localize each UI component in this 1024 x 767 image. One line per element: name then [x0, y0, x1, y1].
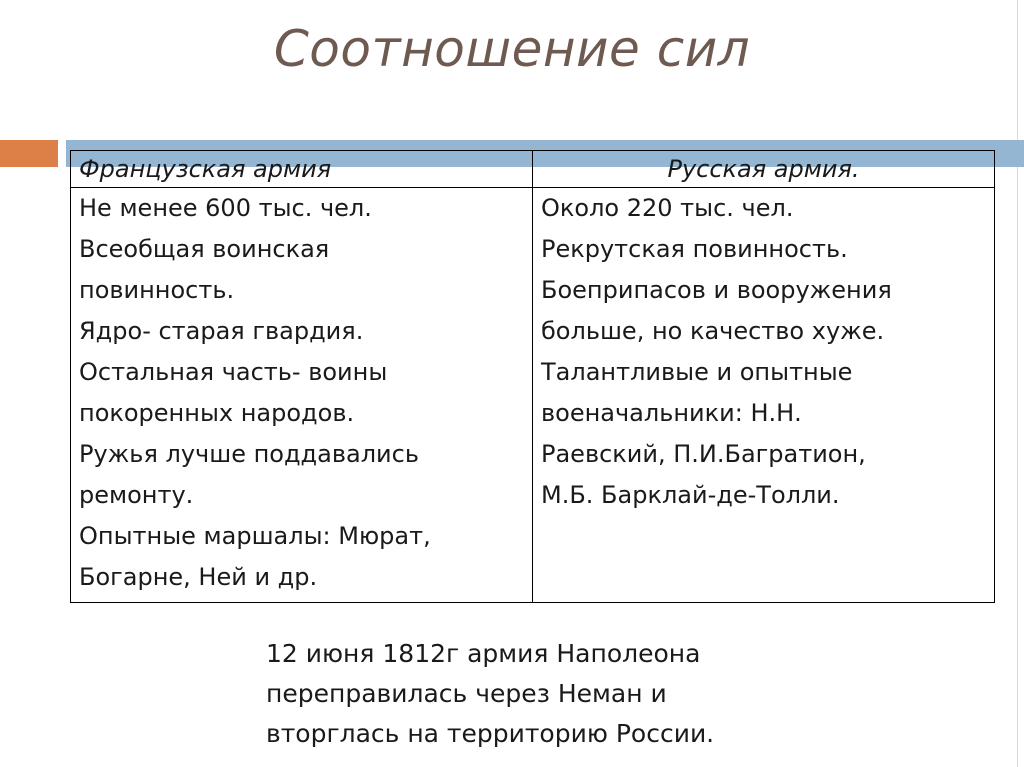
footnote-line: 12 июня 1812г армия Наполеона	[266, 639, 701, 668]
footnote-line: переправилась через Неман и	[266, 679, 667, 708]
french-line: Ружья лучше поддавались	[79, 440, 419, 468]
french-line: Богарне, Ней и др.	[79, 563, 318, 591]
header-russian-army: Русская армия.	[533, 151, 995, 188]
russian-line: М.Б. Барклай-де-Толли.	[541, 481, 840, 509]
accent-bar	[0, 140, 58, 167]
french-line: Остальная часть- воины	[79, 358, 388, 386]
forces-table	[70, 150, 995, 603]
french-line: ремонту.	[79, 481, 194, 509]
french-line: повинность.	[79, 276, 235, 304]
russian-line: Раевский, П.И.Багратион,	[541, 440, 866, 468]
russian-line: Боеприпасов и вооружения	[541, 276, 892, 304]
table-header-row	[71, 151, 995, 188]
cell-french-army	[71, 188, 533, 603]
french-line: покоренных народов.	[79, 399, 355, 427]
french-line: Ядро- старая гвардия.	[79, 317, 364, 345]
cell-russian-army	[533, 188, 995, 603]
french-line: Всеобщая воинская	[79, 235, 330, 263]
russian-line: военачальники: Н.Н.	[541, 399, 802, 427]
header-french-army: Французская армия	[71, 151, 533, 188]
slide-title: Соотношение сил	[273, 20, 751, 78]
russian-line: больше, но качество хуже.	[541, 317, 885, 345]
table-row	[71, 188, 995, 603]
slide-border	[1017, 0, 1018, 767]
french-line: Опытные маршалы: Мюрат,	[79, 522, 431, 550]
russian-line: Талантливые и опытные	[541, 358, 853, 386]
footnote-line: вторглась на территорию России.	[266, 719, 715, 748]
french-line: Не менее 600 тыс. чел.	[79, 194, 372, 222]
russian-line: Около 220 тыс. чел.	[541, 194, 794, 222]
russian-line: Рекрутская повинность.	[541, 235, 848, 263]
footnote-text	[266, 634, 826, 754]
